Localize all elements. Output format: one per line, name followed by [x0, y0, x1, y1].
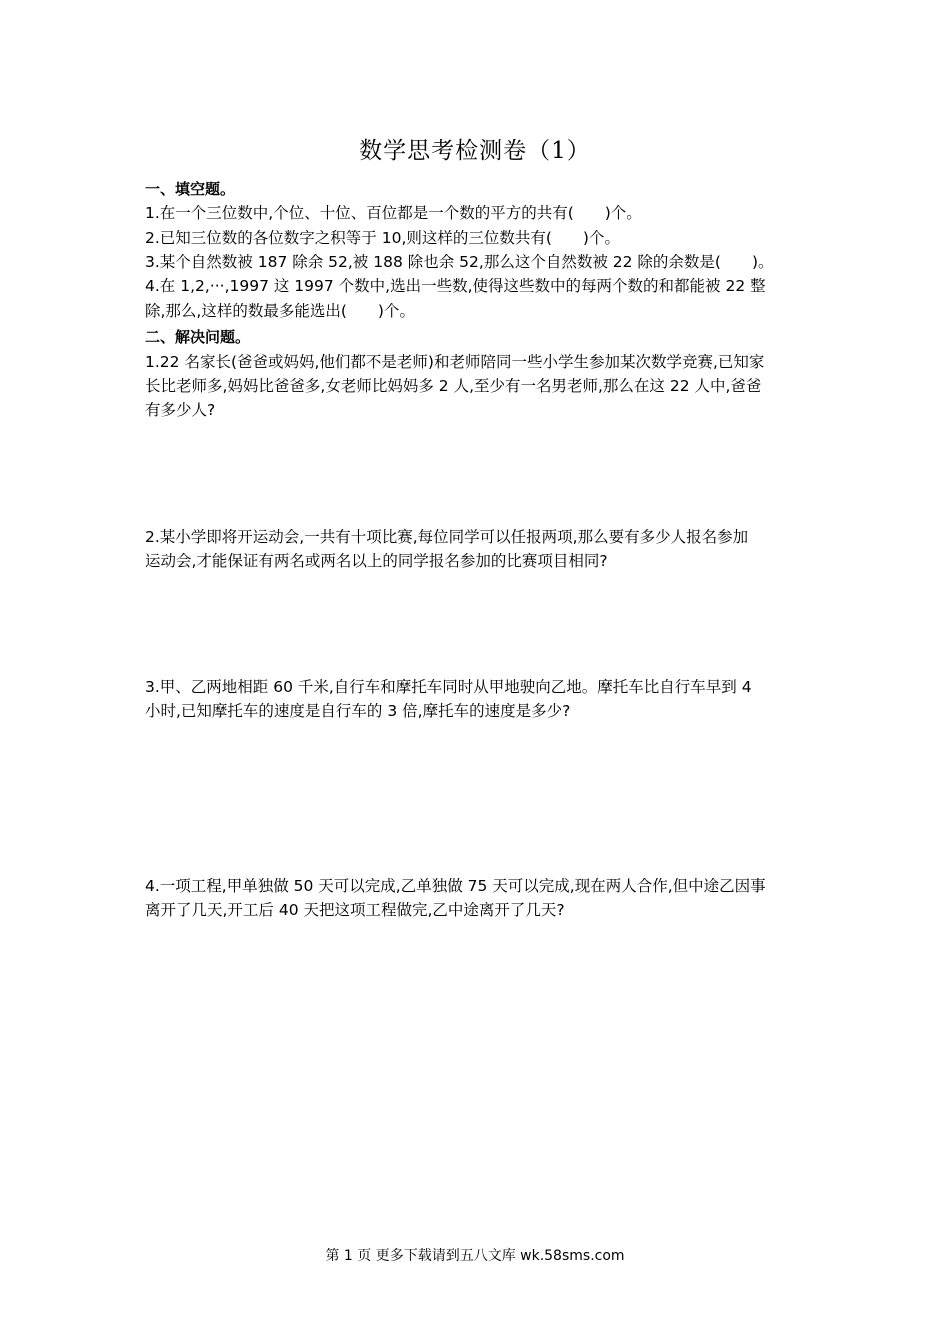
problem-4-line2: 离开了几天,开工后 40 天把这项工程做完,乙中途离开了几天?	[145, 901, 565, 919]
problem-2-line1: 2.某小学即将开运动会,一共有十项比赛,每位同学可以任报两项,那么要有多少人报名参加	[145, 528, 749, 546]
problem-2-line2: 运动会,才能保证有两名或两名以上的同学报名参加的比赛项目相同?	[145, 552, 608, 570]
problem-1-line3: 有多少人?	[145, 401, 216, 419]
fill-blank-q4-line1: 4.在 1,2,···,1997 这 1997 个数中,选出一些数,使得这些数中的每两个数的和都能被 22 整	[145, 277, 766, 295]
problem-4-line1: 4.一项工程,甲单独做 50 天可以完成,乙单独做 75 天可以完成,现在两人合作,但中途乙因事	[145, 877, 766, 895]
fill-blank-q4-line2: 除,那么,这样的数最多能选出( )个。	[145, 302, 415, 320]
problem-3-line2: 小时,已知摩托车的速度是自行车的 3 倍,摩托车的速度是多少?	[145, 702, 571, 720]
fill-blank-q2: 2.已知三位数的各位数字之积等于 10,则这样的三位数共有( )个。	[145, 229, 620, 247]
problem-1-line1: 1.22 名家长(爸爸或妈妈,他们都不是老师)和老师陪同一些小学生参加某次数学竞赛,已知家	[145, 353, 765, 371]
fill-blank-q3: 3.某个自然数被 187 除余 52,被 188 除也余 52,那么这个自然数被 22 除的余数是( )。	[145, 253, 774, 271]
section-heading-fill-blank: 一、填空题。	[145, 180, 236, 198]
section-heading-problems: 二、解决问题。	[145, 328, 251, 346]
fill-blank-q1: 1.在一个三位数中,个位、十位、百位都是一个数的平方的共有( )个。	[145, 204, 642, 222]
problem-1-line2: 长比老师多,妈妈比爸爸多,女老师比妈妈多 2 人,至少有一名男老师,那么在这 22 人中,爸爸	[145, 377, 762, 395]
page-title: 数学思考检测卷（1）	[359, 138, 591, 164]
problem-3-line1: 3.甲、乙两地相距 60 千米,自行车和摩托车同时从甲地驶向乙地。摩托车比自行车早到 4	[145, 678, 752, 696]
page-footer: 第 1 页 更多下载请到五八文库 wk.58sms.com	[325, 1248, 625, 1264]
